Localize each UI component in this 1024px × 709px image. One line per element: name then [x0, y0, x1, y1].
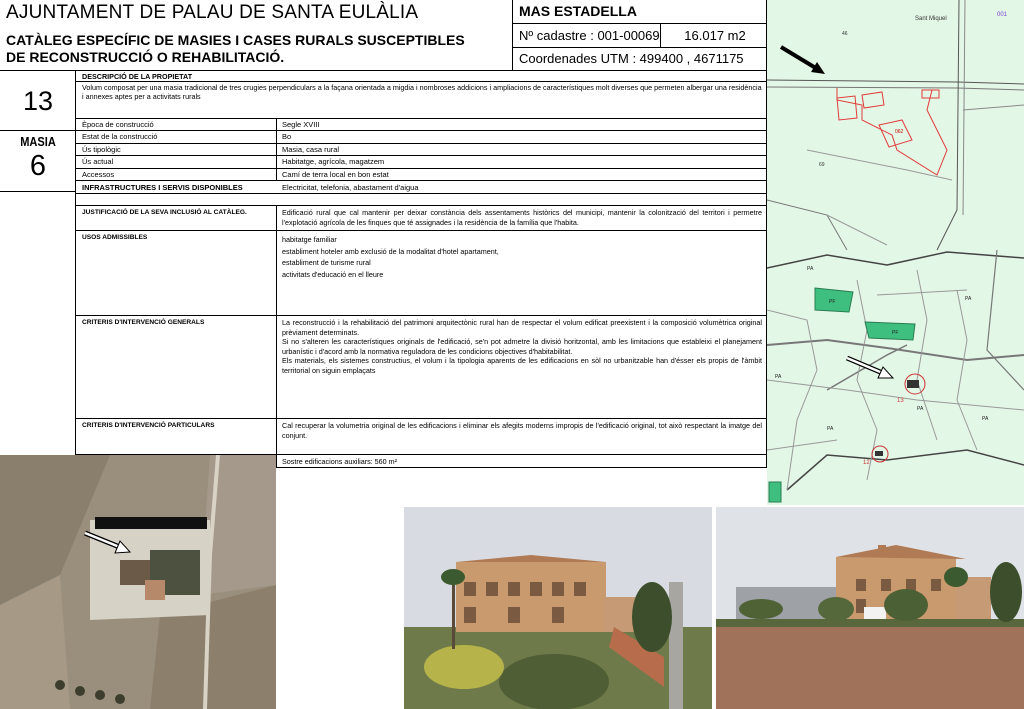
zoning-map: [767, 250, 1024, 505]
map-place-label: Sant Miquel: [915, 16, 947, 22]
header-line: [512, 47, 767, 48]
map-code-label: 001: [997, 12, 1008, 18]
table-line: [76, 180, 767, 181]
infra-label: INFRASTRUCTURES I SERVIS DISPONIBLES: [82, 183, 243, 192]
property-value: Camí de terra local en bon estat: [282, 170, 389, 179]
utm-coordinates: Coordenades UTM : 499400 , 4671175: [519, 51, 744, 66]
general-criteria-paragraph: Si no s'alteren les característiques originals de l'edificació, se'n pot admetre la divisió horitzontal, amb les limitacions que estableixi el planejament urbanístic i d'acord amb la normativa reguladora de les condicions objectives d'habitabilitat.: [282, 337, 762, 356]
table-line: [76, 143, 767, 144]
table-line: [76, 168, 767, 169]
zone-label: PF: [892, 330, 899, 336]
header-divider: [660, 23, 661, 47]
property-label: Accessos: [82, 170, 115, 179]
zone-label: PA: [965, 296, 972, 302]
table-line: [76, 81, 767, 82]
house-photo-front: [404, 507, 712, 709]
aerial-photo-drawing: [0, 455, 276, 709]
cadastral-map: [767, 0, 1024, 250]
zoning-map-drawing: [767, 250, 1024, 505]
description-title: DESCRIPCIÓ DE LA PROPIETAT: [82, 72, 193, 81]
house-photo-field: [716, 507, 1024, 709]
sheet-number: 13: [22, 86, 54, 116]
uses-item: habitatge familiar: [282, 235, 337, 244]
cadastral-map-drawing: [767, 0, 1024, 250]
zone-label: PA: [807, 266, 814, 272]
catalog-title: [6, 32, 506, 66]
municipality-title: AJUNTAMENT DE PALAU DE SANTA EULÀLIA: [6, 2, 419, 23]
header-divider: [512, 0, 513, 71]
table-line: [76, 193, 767, 194]
catalog-title-line1: CATÀLEG ESPECÍFIC DE MASIES I CASES RURALS SUSCEPTIBLES: [6, 32, 465, 48]
infra-value: Electricitat, telefonia, abastament d'aigua: [282, 183, 419, 192]
uses-label: USOS ADMISSIBLES: [82, 234, 148, 241]
property-value: Bo: [282, 132, 292, 141]
property-value: Habitatge, agrícola, magatzem: [282, 157, 385, 166]
masia-label: MASIA: [20, 134, 56, 149]
property-label: Època de construcció: [82, 120, 154, 129]
house-photo-field-drawing: [716, 507, 1024, 709]
map-small-label: 46: [842, 31, 848, 37]
table-line: [76, 315, 767, 316]
catalog-title-line2: DE RECONSTRUCCIÓ O REHABILITACIÓ.: [6, 49, 285, 65]
justification-label: JUSTIFICACIÓ DE LA SEVA INCLUSIÓ AL CATÀLEG.: [82, 209, 247, 216]
property-value: Masia, casa rural: [282, 145, 340, 154]
particular-criteria-text: Cal recuperar la volumetria original de les edificacions i eliminar els afegits moderns impropis de l'edificació original, tot això respectant la imatge del conjunt.: [282, 421, 762, 440]
farm-name: MAS ESTADELLA: [519, 3, 637, 19]
general-criteria-paragraph: La reconstrucció i la rehabilitació del patrimoni arquitectònic rural han de respectar el volum edificat preexistent i la composició volumètrica original prèviament determinats.: [282, 318, 762, 337]
house-photo-front-drawing: [404, 507, 712, 709]
table-line: [76, 155, 767, 156]
map-small-label: 69: [819, 162, 825, 168]
zone-label: PA: [917, 406, 924, 412]
zone-label: PA: [827, 426, 834, 432]
cadastre-number: Nº cadastre : 001-00069: [519, 28, 660, 43]
uses-item: establiment hoteler amb exclusió de la modalitat d'hotel apartament,: [282, 246, 499, 256]
pointer-arrow-icon: [781, 47, 825, 74]
general-criteria-label: CRITERIS D'INTERVENCIÓ GENERALS: [82, 319, 205, 326]
site-number-label: 12: [863, 460, 870, 466]
property-label: Ús tipològic: [82, 145, 121, 154]
general-criteria-paragraph: Els materials, els sistemes constructius, el volum i la tipologia aparents de les edificacions en sòl no urbanitzable han d'ésser els propis de l'àmbit territorial on siguin emplaçats: [282, 356, 762, 375]
table-line: [76, 205, 767, 206]
uses-item: establiment de turisme rural: [282, 258, 371, 267]
table-line: [76, 130, 767, 131]
zone-label: PA: [982, 416, 989, 422]
property-label: Estat de la construcció: [82, 132, 158, 141]
uses-item: activitats d'educació en el lleure: [282, 269, 384, 279]
table-line: [76, 118, 767, 119]
header-bottom-line: [0, 70, 767, 71]
table-line: [76, 230, 767, 231]
zone-label: PA: [775, 374, 782, 380]
aux-building-area: Sostre edificacions auxiliars: 560 m²: [282, 457, 398, 466]
masia-number: 6: [29, 150, 47, 182]
uses-list: [282, 234, 762, 280]
map-parcel-label: 062: [895, 129, 904, 135]
aerial-photo: [0, 455, 276, 709]
property-label: Ús actual: [82, 157, 114, 166]
header-line: [512, 23, 767, 24]
site-number-label: 13: [897, 398, 904, 404]
general-criteria-text: [282, 318, 762, 375]
property-value: Segle XVIII: [282, 120, 320, 129]
particular-criteria-label: CRITERIS D'INTERVENCIÓ PARTICULARS: [82, 422, 215, 429]
table-col-divider: [276, 205, 277, 468]
description-text: Volum composat per una masia tradicional de tres crugies perpendiculars a la façana orientada a migdia i nombroses addicions i ampliacions de característiques molt diverses que permeten albergar una residència i annexes aptes per a activitats rurals: [82, 83, 762, 101]
justification-text: Edificació rural que cal mantenir per deixar constància dels assentaments històrics del municipi, mantenir la colonització del territori i permetre l'explotació agrícola de les finques que té assignades i la residència de la família que l'habita.: [282, 208, 762, 227]
table-col-divider: [276, 118, 277, 181]
table-line: [76, 418, 767, 419]
plot-area: 16.017 m2: [684, 28, 746, 43]
side-divider: [0, 191, 76, 192]
zone-label: PF: [829, 299, 836, 305]
side-divider: [0, 130, 76, 131]
